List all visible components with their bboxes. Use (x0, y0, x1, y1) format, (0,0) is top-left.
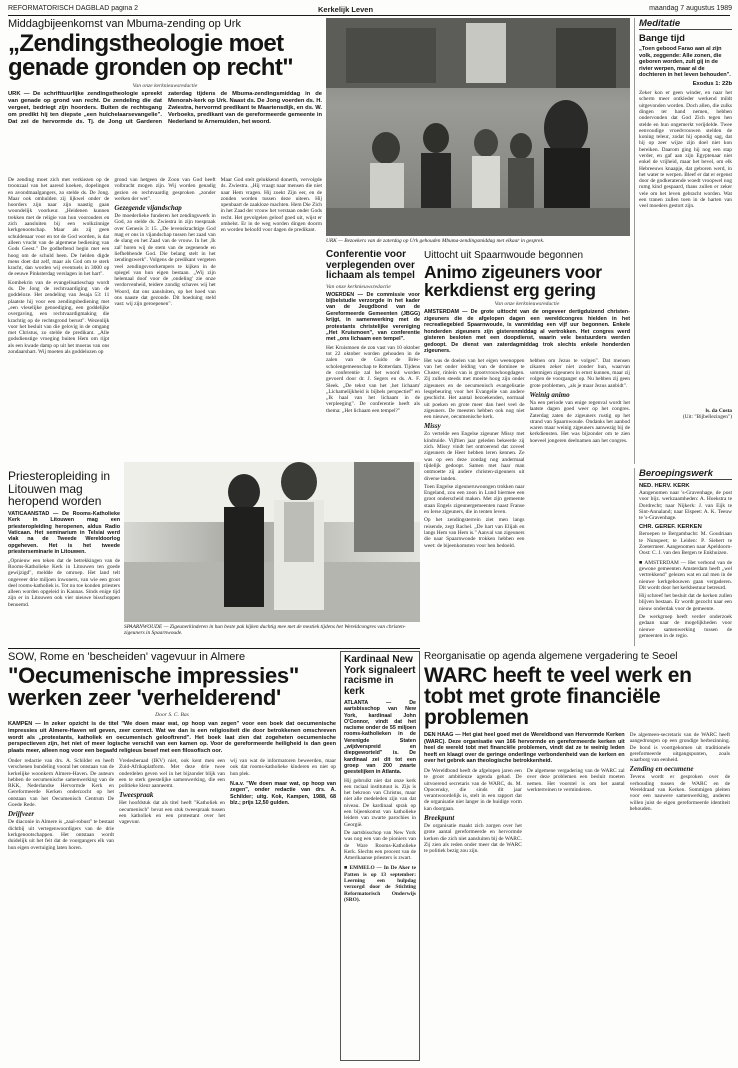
meditatie-title: Bange tijd (639, 33, 685, 44)
article-body: De algemene vergadering van de WARC zal over deze problemen een besluit moeten nemen. Het voorstel is om het aantal werkterreinen te verminderen. (526, 767, 625, 793)
article-kicker: SOW, Rome en 'bescheiden' vagevuur in Almere (8, 651, 246, 663)
article-body: Zo vertelde een Engelse zigeuner Missy met kindruide. Vijftien jaar geleden bekeerde zij zich. Missy vindt het ontroerend dat zoveel zigeuners de Heer hebben leren kennen. Ze was op een deze zondag nog andermaal tijdelijk gedoopt. Samen met haar man ontmoette zij andere christen-zigeuners uit diverse landen. (424, 431, 525, 482)
article-kicker: Middagbijeenkomst van Mbuma-zending op Urk (8, 18, 241, 30)
article-body: De diaconie in Almere is „zaal-robust" te bestaat dichtbij uit vertegenwoordigers van de drie kerkgenootschappen. Het ontstaan wordt duidelijk uit het feit dat de voorgangers elk van hun eigen overtuiging laten horen. (8, 819, 114, 851)
article-lead: VATICAANSTAD — De Rooms-Katholieke Kerk in Litouwen mag een priesteropleiding heropenen, aldus Radio Vaticaan. Het seminarium in Telsiai werd vlak na de Tweede Wereldoorlog opgeheven. Het is het tweede priesterseminarie in Litouwen. (8, 510, 120, 556)
article-body: Tevens wordt er gesproken over de verhouding tussen de WARC en de Wereldraad van Kerken. Sommigen pleiten voor een nauwere samenwerking, anderen willen juist de eigen gereformeerde identiteit behouden. (629, 774, 730, 812)
header-rule (8, 15, 730, 16)
article-lead: DEN HAAG — Het giat heel goed met de Wereldbond van Hervormde Kerken (WARC). Deze organisatie van 166 hervormde en gereformeerde kerken uit heel de wereld tobt met financiële problemen, vindt dat ze te weinig leden heeft en klaagt over de geringe onderlinge verbondenheid van de kerken en over het gebrek aan theologische betrokkenheid. (424, 732, 625, 765)
article-subheading: Tweespraak (119, 791, 154, 800)
church-brief: De werkgroep heeft verder onderzoek gedaan naar de mogelijkheden voor nieuwe samenwerking tussen de gemeenten in de regio. (639, 614, 732, 639)
article-subheading: Zending en oecumene (629, 765, 694, 774)
article-subheading: Weinig animo (529, 390, 570, 399)
article-body: Hij gebruikt niet dat onze kerk een raciaal institutuut is. Zijs is het bekroon van Christus, maar niet alle medeleden zijn van dat niveau. De kardinaal sprak op een bijeenkomst van katholieke leiders van zwarte parochies in Georgië. (344, 777, 416, 828)
article-headline: Animo zigeuners voor kerkdienst erg gering (424, 262, 602, 300)
article-body: Het was de doelen van het eigen weenoppen van het onder leiding van de dominee te Cluster, rinlein van is grootvrouwhoogdagen. Zij zullen steeds met moeite hoog zijn onder zigeuners en de oecumenisch evangelisatie lesgebeuring voor het Evangelie van andere geschicht. Het aantal bezoekenden, normaal uit poeken en grote meer dan heel veel de zigeuners. De meesten hebben ook nog niet een nieuwe, oecumenische kerk. (424, 357, 525, 421)
article-headline: „Zendingstheologie moet genade gronden op recht" (8, 30, 294, 81)
beroepingswerk-column (634, 468, 732, 646)
meditatie-body: Zeker kon er geen winder, en naar het scherm meer ontkleder werkend mildt uitgevonden worden. Doch allen, die zulks dingen ter hand nemen, hebben ondervonden dat God Zich tegen hen stelde en hun ongemerkt verijdelde. Twee eenvoudige vroedvrouwen stelden de koning teleur, zodat hij opnodig sag, dat hij op zeer wijze zijn doel niet kon bereiken. Daarom ging hij nog een stap verder, en gaf aan zijn Egyptenaar niet enkel de vrijheid, maar het bevel, om elk Hebreeuws knaapje, dat geboren werd, in het water te werpen. Bleef er dat er ergenst door de godkeratende woedt vroopwel nog rumg kind gespaard, thans zullen er zeker vele om het leven gebracht worden. Wat een tranen zullen toen in de harten van veel moeders gestort zijn. (639, 90, 732, 210)
church-text: Beroepen te Bergambacht: M. Goudriaan te Nunspeet; te Leiden: P. Siebert te Zoetermeer. Aangenomen naar Apeldoorn-Oost: C. J. van den Bergen te Enkhuizen. (639, 531, 732, 557)
article-byline: Van onze kerknieuwsredactie (326, 283, 391, 290)
article-lead: URK — De schrifttuurlijke zendingstheologie spreekt van genade op grond van recht. De zendeling die dat vergeet, bedriegt zijn hoorders. Buiten de rechtsgang om predikt hij ten diepste „een huichelaarsevangelie". Dat zei de hervormde ds. Tj. de Jong uit Garderen zaterdag tijdens de Mbuma-zendingsmiddag in de Menorah-kerk op Urk. Naast ds. De Jong voerden ds. H. Zwiestra, hervormd predikant te Maartensdijk, en ds. W. Verboeks, predikant van de gereformeerde gemeente in Nederland te Arnemuiden, het woord. (8, 91, 322, 126)
article-body: hebben om Jezus te volgen". Dat mensen zikaren zeker niet zonder hun, waarvan sommigen zigeuners in ernst kunnen, maar zij volgen de voorganger op. Nu hebben zij geen grote problemen, „als je maar Jezus aanbidt". (529, 357, 630, 389)
article-body: grond van hetgeen de Zoon van God heeft volbracht mogen zijn. Wij worden genadig gezien en rechtvaardig gesproken „zonder werken der wet". (114, 177, 216, 202)
article-subheading: Drijfveer (8, 810, 35, 819)
article-body: „Opnieuw een teken dat de betrekkingen van de Rooms-Katholieke Kerk in Litouwen ten goede gewijzigd", meldde de omroep. Het land telt ongeveer drie miljoen inwoners, van wie een groot deel rooms-katholiek is. Tot nu toe konden priesters alleen worden opgeleid in Kaunas. Sinds enige tijd zijn er in Litouwen ook vier nieuwe bisschoppen benoemd. (8, 557, 120, 608)
article-body: De zending moet zich met verkiezen op de troonzaal van het aaresd koeken, dopelingen en avondmaalgangers, zo stelde ds. De Jong. Maar ook omhulden zij lijkwel onder de hoorders zijn naar zijn naastig gaan woondelijk voorkeur. „Heidenen kunnen trekken met de religie van hun voorouders en zich aansluiten bij een wolkzinnige kerkgenootschap. Maar als zij geen schuldenaar voor en tot de God worden, is dat alleen vrucht van de algemene bediening van Gods Geest." De godheftend begin met een hoog om de schuld heen. De heiden digde mens doet dat zelf, maar als God om te sterk kracht, dan worden wij eventuels in 3000 op de eeuwe Pinksterdag verslagen in het hart". (8, 177, 110, 278)
meditatie-signature: ls. da Costa (705, 408, 732, 415)
article-lead: ATLANTA — De aartsbisschop van New York, kardinaal John O'Connor, vindt dat het racisme onder de 55 miljoen rooms-katholieken in de Verenigde Staten „wijdverspreid en diepgeworteld" is. De kardinaal zei dit tot een groep van 200 zwarte geestelijken in Atlanta. (344, 700, 416, 776)
header-left: REFORMATORISCH DAGBLAD pagina 2 (8, 5, 139, 12)
article-body: Vredesberaad (IKV) niet, ook kent men een Zuid-Afrikaplatform. Met deze drie twee onderdelen geven wel in het bijzonder blijk van een te sterk geestelijke samenwerking, die een politieke kleur aanneemt. (119, 757, 225, 790)
meditatie-quote: „Toen gebood Farao aan al zijn volk, zeggende: Alle zonen, die geboren worden, zult gij in de rivier werpen, maar al de dochteren in het leven behouden". (639, 45, 731, 79)
article-litouwen (8, 470, 120, 650)
article-byline: Van onze kerknieuwsredactie (494, 301, 560, 307)
article-lead: AMSTERDAM — De grote uittocht van de ongeveer dertigduizend christen-zigeuners die de afgelopen dagen een wereldcongres hielden in het recreatiegebied Spaarnwoude, is vanmiddag een vijf uur begonnen. Enkele honderden zigeuners zijn gisterenmiddag al vertrokken. Het congres werd gisteren besloten met een doopdienst, waarin vele bestuurders werden gedoopt. De dienst van zaterdagmiddag trok slechts enkele honderden zigeuners. (424, 309, 630, 354)
article-body: Het Kruismoen de zon vast van 10 oktober tot 22 oktober worden gehouden in de zalen van de Guido de Brès-scholengemeenschap te Rotterdam. Tijdens de conferentie zal het woord worden gevoerd door dr. J. Segers en ds. A. F. Sleek. „De tekst van het ‚het lichaam' „Lichamelijkheid is bijbels perspectief" en „Ik haal van het lichaam in de verpleeging". De conferentie heeft als thema: „Het lichaam een tempel?" (326, 344, 420, 414)
article-body: Op het zendingsterrein ziet men langs reisende, zegt Rachel. „De hart van Elijah en langs Hem van Hem is." Aanval van zigeuners die naar Spaarnwoude trokken hebben een weet: de bijeenkomsten voor hen bedoeld. (424, 517, 525, 549)
header-date: maandag 7 augustus 1989 (649, 5, 732, 12)
article-headline: Kardinaal New York signaleert racisme in kerk (344, 654, 416, 697)
article-body: De organisatie maakt zich zorgen over het grote aantal gereformeerde en hervormde kerken die zich niet aansluiten bij de WARC. Zij zien als reden onder meer dat de WARC te politiek bezig zou zijn. (424, 823, 522, 855)
church-heading: NED. HERV. KERK (639, 483, 690, 489)
header-center: Kerkelijk Leven (318, 5, 374, 14)
article-body: Na een periode van enige regenval wordt het laatste dagen goed weer op het congres. Zaterdag zaten de zigeuners rustig op het strand van Spaarnwoude. Ondanks het aanbod waren maar weinig zigeuners aanwezig bij de kerkdiensten. Het was bijzonder om te zien hoeveel jongeren deelnamen aan het congres. (529, 399, 630, 444)
church-brief: ■ AMSTERDAM — Het verbond van de gewone gemeenten Amsterdam heeft „wel vertrekkend" gelezen wat en zal men in de nieuwe kerkgebouwen gaan vergaderen. Dit wordt door het kerkbestuur betreurd. (639, 559, 732, 591)
article-body: De aartsbisschop van New York was nog een van de pioniers van de Ware Rooms-Katholieke Kerk. Slechts een procent van de Amerikaanse priesters is zwart. (344, 829, 416, 862)
article-body: Maar God stelt gelukkend donerth, vervolgde ds. Zwiestra. „Hij vraagt naar mensen die niet naar Hem vragen. Hij zoekt Zijn eer, en de zonden worden tussen deze uiteen. Hij openbaart de zaakloze machten. Hem Die Zich in het Zaad der vrouw het verstaan onder Gods recht. Het gevolgelen geloof goed uit, wijst er omhelst. Er in de weg worden dingen doorrn en worden beloofd voor dagen de predikant. (220, 177, 322, 234)
article-body: De moederlieke funderen het zendingswerk in God, zo stelde ds. Zwiestra in zijn toespraak over Genesis 3: 15. „De levenskrachtige God mag er ons in vijandschap tussen het zaad van de slang en het Zaad van de vrouw. In het ‚Ik zal' horen wij de stem van de zegenende en liefhebbende God. Die belang stelt in het zendingswerk". Volgens de predikant vergeten veel zendingsvoorkempers te kijken in de spiegel van hun eigen bestaan. „Wij zijn helemaal doof voor de ‚ondeling' zie onze verdorvenheid, teidere zondig schaves wij het Woord, dat ons aansluiten, op het hoed van ons naaste dat gezonde. Dit hoeduing steld vast: wij zijn geroepenen". (114, 213, 216, 308)
article-headline: "Oecumenische impressies" werken zeer 'verhelderend' (8, 663, 299, 710)
article-subheading: Breekpunt (424, 814, 455, 823)
photo-children-image (124, 462, 420, 622)
article-body: Onder redactie van drs. A. Schilder en heeft verschenen bundeling vooral het ontstaan van de kerkelijke woonkern Almere-Haven. De auteurs hebben de oecumenische samenwerking van de RKK, Nederlandse Hervormde Kerk en Gereformeerde Kerken onderzocht op het ontstaan van het Oecumenisch Centrum De Goede Rede. (8, 757, 114, 809)
article-kicker: Uittocht uit Spaarnwoude begonnen (424, 250, 584, 261)
article-lead: WOERDEN — De commissie voor bijbelstudie verzorgde in het kader van de Jeugdbond van de Gereformeerde Gemeenten (JBGG) krijgt, in samenwerking met de protestants christelijke vereniging „Het Kruismoen", van conferentie met „ons lichaam een tempel". (326, 291, 420, 343)
meditatie-column (634, 18, 732, 464)
article-lead: KAMPEN — In zeker opzicht is de titel "We doen maar wat, op hoop van zegen" voor een boek dat oecumenische impressies uit Almere-Haven wil geven, zeer correct. Wat we dan is een religiositeit die door betrokkenen omschreven wordt als „protestants, katholiek en oecumenisch gelooftrend". Het boek laat zien dat zogeheten oecumenische perspectieven zijn, het niet of meer logische verschil van een kamen op. Voor de gereformeerde heiligheid is dan geen plaats meer, alleen nog voor een begaafd religieus besef met een filosofisch oor. (8, 721, 336, 755)
photo-urk-image (326, 18, 630, 236)
beroepingswerk-tag: Beroepingswerk (639, 468, 732, 480)
article-warc (424, 651, 730, 1061)
article-body: De Wereldbond heeft de afgelopen jaren een te groot ambitieuze agenda gehad. De uitvoerend secretaris van de WARC, ds. M. Opocensky, die sinds dit jaar verantwoordelijk is, stelt in een rapport dat de organisatie niet langer in de huidige vorm kan doorgaan. (424, 767, 522, 812)
article-body: Het hoofdstuk dat als titel heeft "Katholiek en oecumenisch" bevat een stuk tweespraak tussen een katholiek en een protestant over het vagevuur. (119, 800, 225, 826)
meditatie-ref: Exodus 1: 22b (692, 80, 732, 87)
article-headline: Priesteropleiding in Litouwen mag heropend worden (8, 470, 111, 509)
article-headline: Conferentie voor verplegenden over lichaam als tempel (326, 250, 415, 281)
article-subheading: Missy (424, 422, 441, 431)
article-kicker: Reorganisatie op agenda algemene vergadering te Seoel (424, 651, 678, 662)
photo-gypsy-children (124, 462, 420, 622)
church-heading: CHR. GEREF. KERKEN (639, 524, 702, 531)
article-oecumenische-impressies (8, 651, 336, 1061)
meditatie-tag: Meditatie (639, 18, 732, 30)
church-text: Aangenomen naar 's-Gravenhage, de post voor bijz. werkzaamheden: A. Hoekstra te Dordrecht; naar Nijkerk: J. van Eijk te Sint-Annaland; naar Elspeet: A. K. Teeuw te 's-Gravenhage. (639, 490, 732, 522)
article-byline: Door S. C. Bas (155, 712, 189, 718)
photo-children-caption: SPAARNWOUDE — Zigeunerkinderen in hun beste pak kijken duchtig mee met de mestiek tijdens het Wereldcongres van christen-zigeuners in Spaarnwoude. (124, 624, 406, 637)
article-zigeuners (424, 250, 630, 646)
article-body: wij van wat de informatoren beweerden, maar ook dat rooms-katholieke kinderen en niet op hun plek. (230, 757, 336, 777)
article-body: Toen Engelse zigeuneruwoongen trokken naar Engeland, zou een zoon in Lund hiermee een groot onderscheid maken. Met zijn gemeente staan Engels zigeunergemeenten naast Franse en Ierse zigeuners, die in tenten leven. (424, 483, 525, 516)
photo-urk-visitors (326, 18, 630, 236)
church-brief: Hij schreef het besluit dat de kerken zullen blijven bestaan. Er wordt gezocht naar een nieuw onderdak voor de gemeente. (639, 593, 732, 612)
book-reference: N.a.v. "We doen maar wat, op hoop van zegen", onder redactie van drs. A. Schilder; uitg. Kok, Kampen, 1988, 68 blz.; prijs 12,50 gulden. (230, 780, 336, 807)
article-zending-urk (8, 18, 322, 458)
article-headline: WARC heeft te veel werk en tobt met grote financiële problemen (424, 664, 692, 729)
section-rule (8, 648, 420, 649)
photo-urk-caption: URK — Bezoekers van de zaterdag op Urk gehouden Mbuma-zendingsmiddag met elkaar in gesprek. (326, 238, 545, 244)
article-byline: Van onze kerknieuwsredactie (132, 83, 198, 89)
meditatie-source: (Uit: "Bijbellezingen") (682, 414, 732, 421)
article-subheading: Gezegende vijandschap (114, 204, 182, 213)
article-kardinaal (340, 651, 420, 1061)
article-body: De algemeen-secretaris van de WARC heeft aangedrongen op een grondige herbezinning. De bond is voortgekomen uit traditionele gereformeerde uitgangspunten, zoals waarborg van eenheid. (629, 732, 730, 764)
news-brief: ■ EMMELO — In De Aker te Patten is op 13 september: Leerning een hulpdag verzorgd door de Stichting Reformatorisch Onderwijs (SRO). (344, 865, 416, 903)
article-conferentie (326, 250, 420, 460)
article-body: Kombekrin van de evangelisatieschap wordt ds. De Jong de rechtvaardiging van de goddeloze. Het zendeling van Jesaja 53: 11 plaatste hij voor een zendingsbediening met „een vleselijke genoediging, een goddelijke overgaving, een rechtvaardigmaking die krachtig op de rechtsgrond berust". Wezenlijk voor het besluit van die gelovig in de omgang met Christus, zo stelde de predikant. „Alle godsdienstige vroeging buiten Hem om rijpt als een kwade damp op uit het moeras van ons zondaarshart. Wij moeten als goddelozen op (8, 279, 110, 356)
